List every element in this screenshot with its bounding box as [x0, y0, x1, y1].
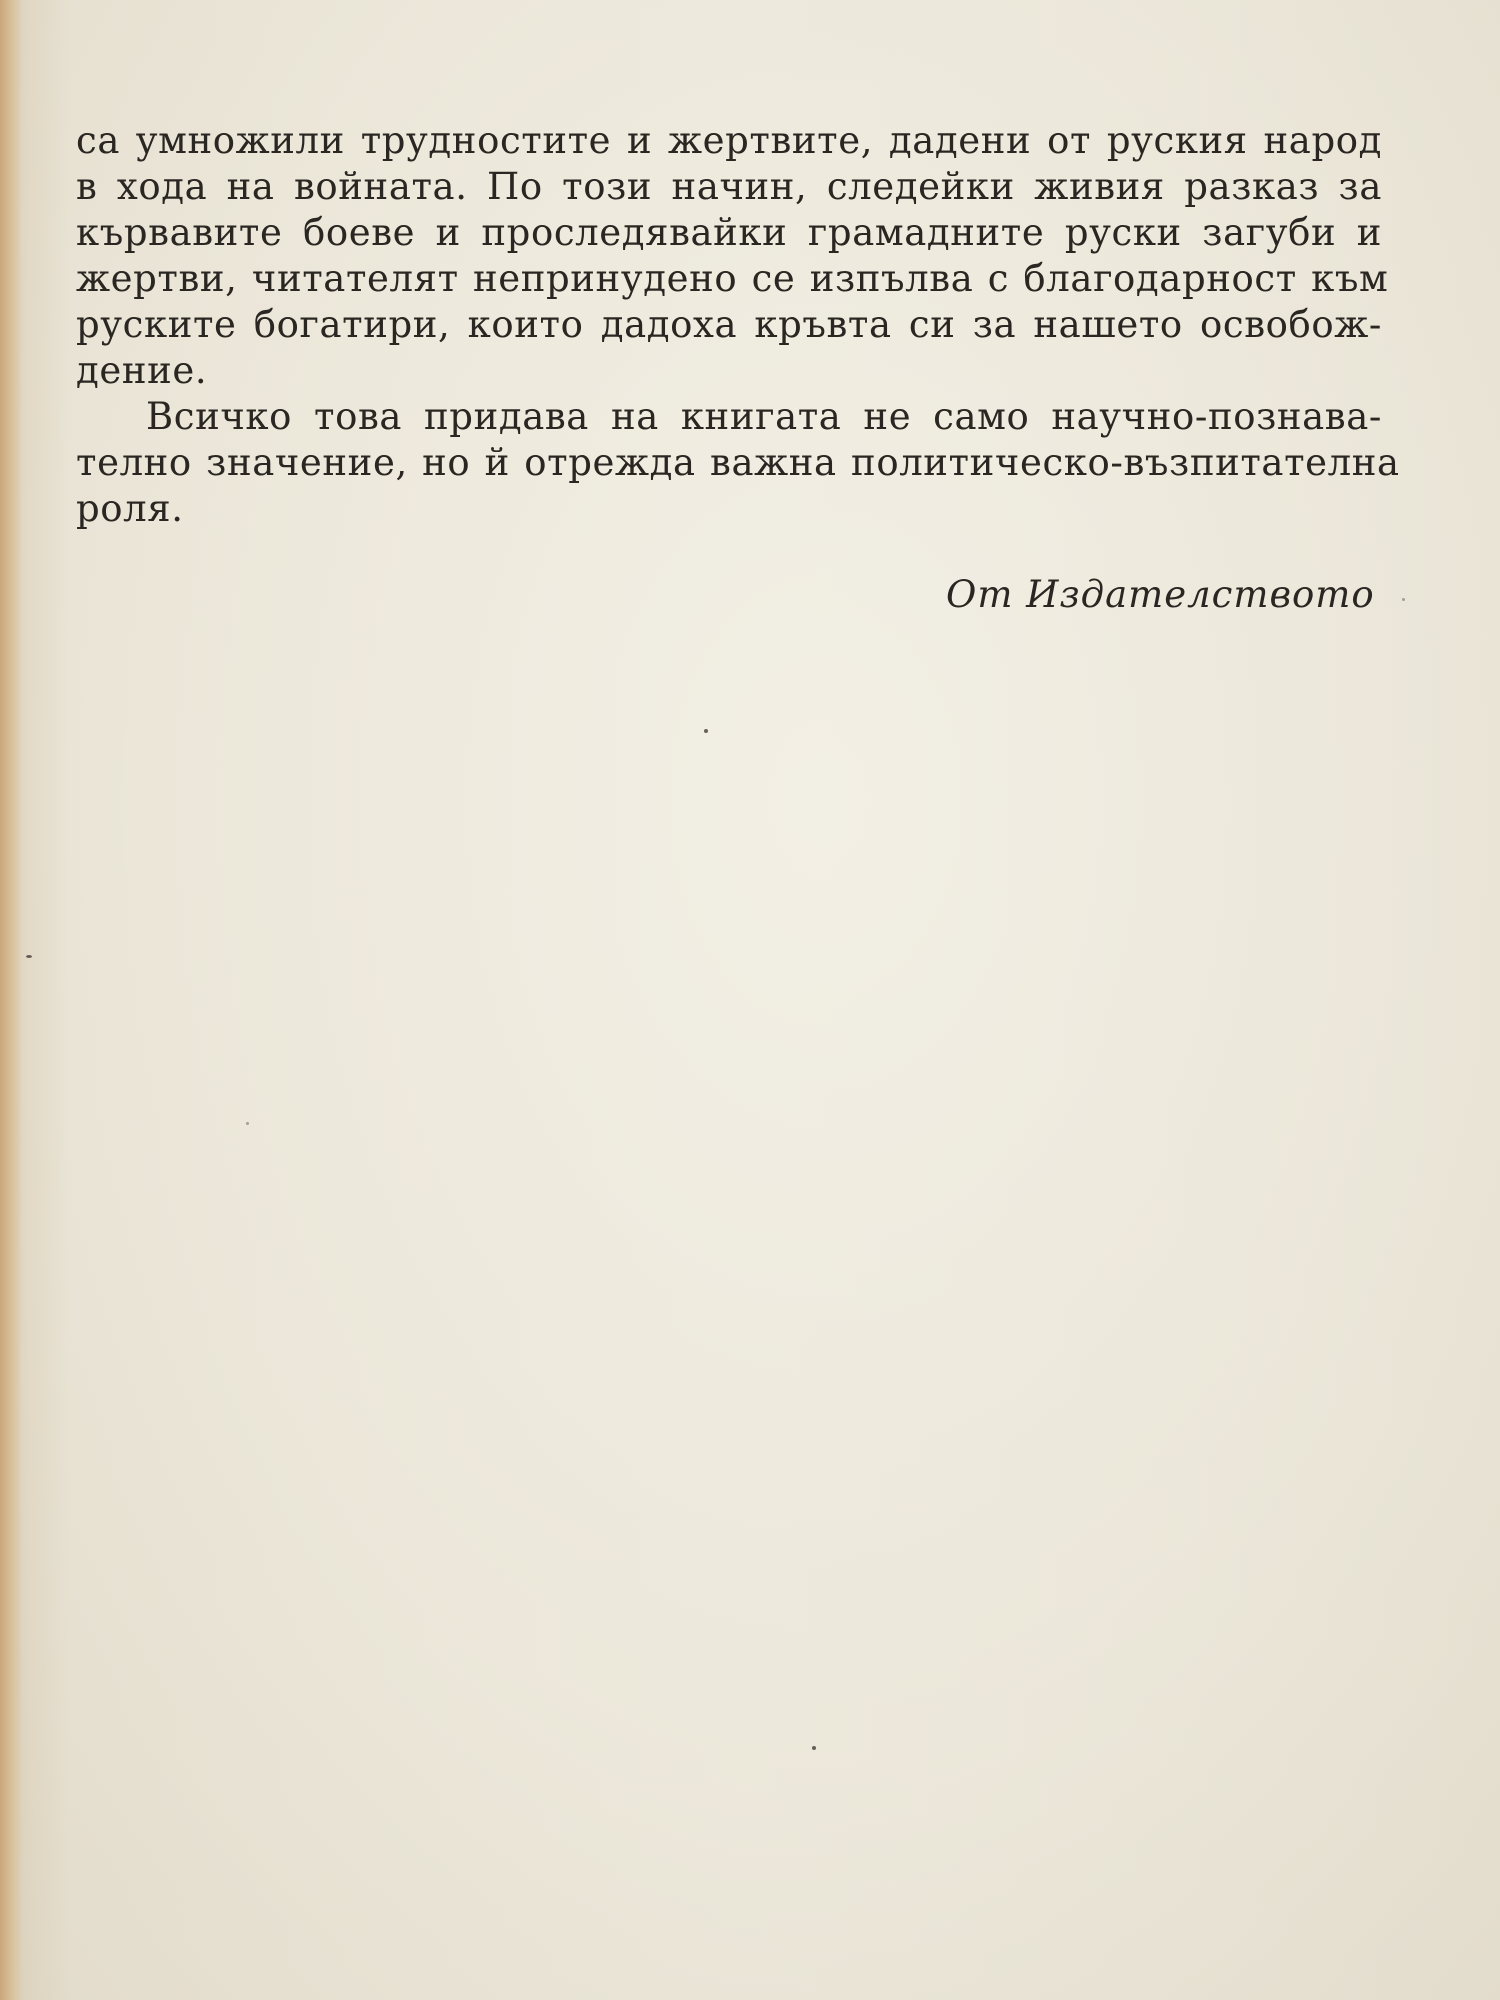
- paper-speck: [812, 1746, 816, 1750]
- text-line: в хода на войната. По този начин, следейки живия разказ за: [76, 165, 1382, 208]
- paragraph-2: [76, 394, 1400, 532]
- text-line: Всичко това придава на книгата не само научно-познава-: [146, 395, 1382, 438]
- paper-speck: [246, 1122, 249, 1125]
- text-line: дение.: [76, 349, 208, 392]
- paper-speck: [704, 729, 708, 733]
- page-edge-shadow: [0, 0, 22, 2000]
- text-line: телно значение, но й отрежда важна политическо-възпитателна: [76, 441, 1400, 484]
- text-line: кървавите боеве и проследявайки грамадните руски загуби и: [76, 211, 1382, 254]
- publisher-signature: От Издателството: [946, 573, 1375, 616]
- text-line: роля.: [76, 487, 184, 530]
- paper-speck: [26, 955, 32, 958]
- body-text: [76, 118, 1400, 532]
- paragraph-1: [76, 118, 1389, 394]
- paper-speck: [1402, 598, 1405, 601]
- text-line: руските богатири, които дадоха кръвта си за нашето освобож-: [76, 303, 1382, 346]
- text-line: са умножили трудностите и жертвите, дадени от руския народ: [76, 119, 1382, 162]
- text-line: жертви, читателят непринудено се изпълва с благодарност към: [76, 257, 1389, 300]
